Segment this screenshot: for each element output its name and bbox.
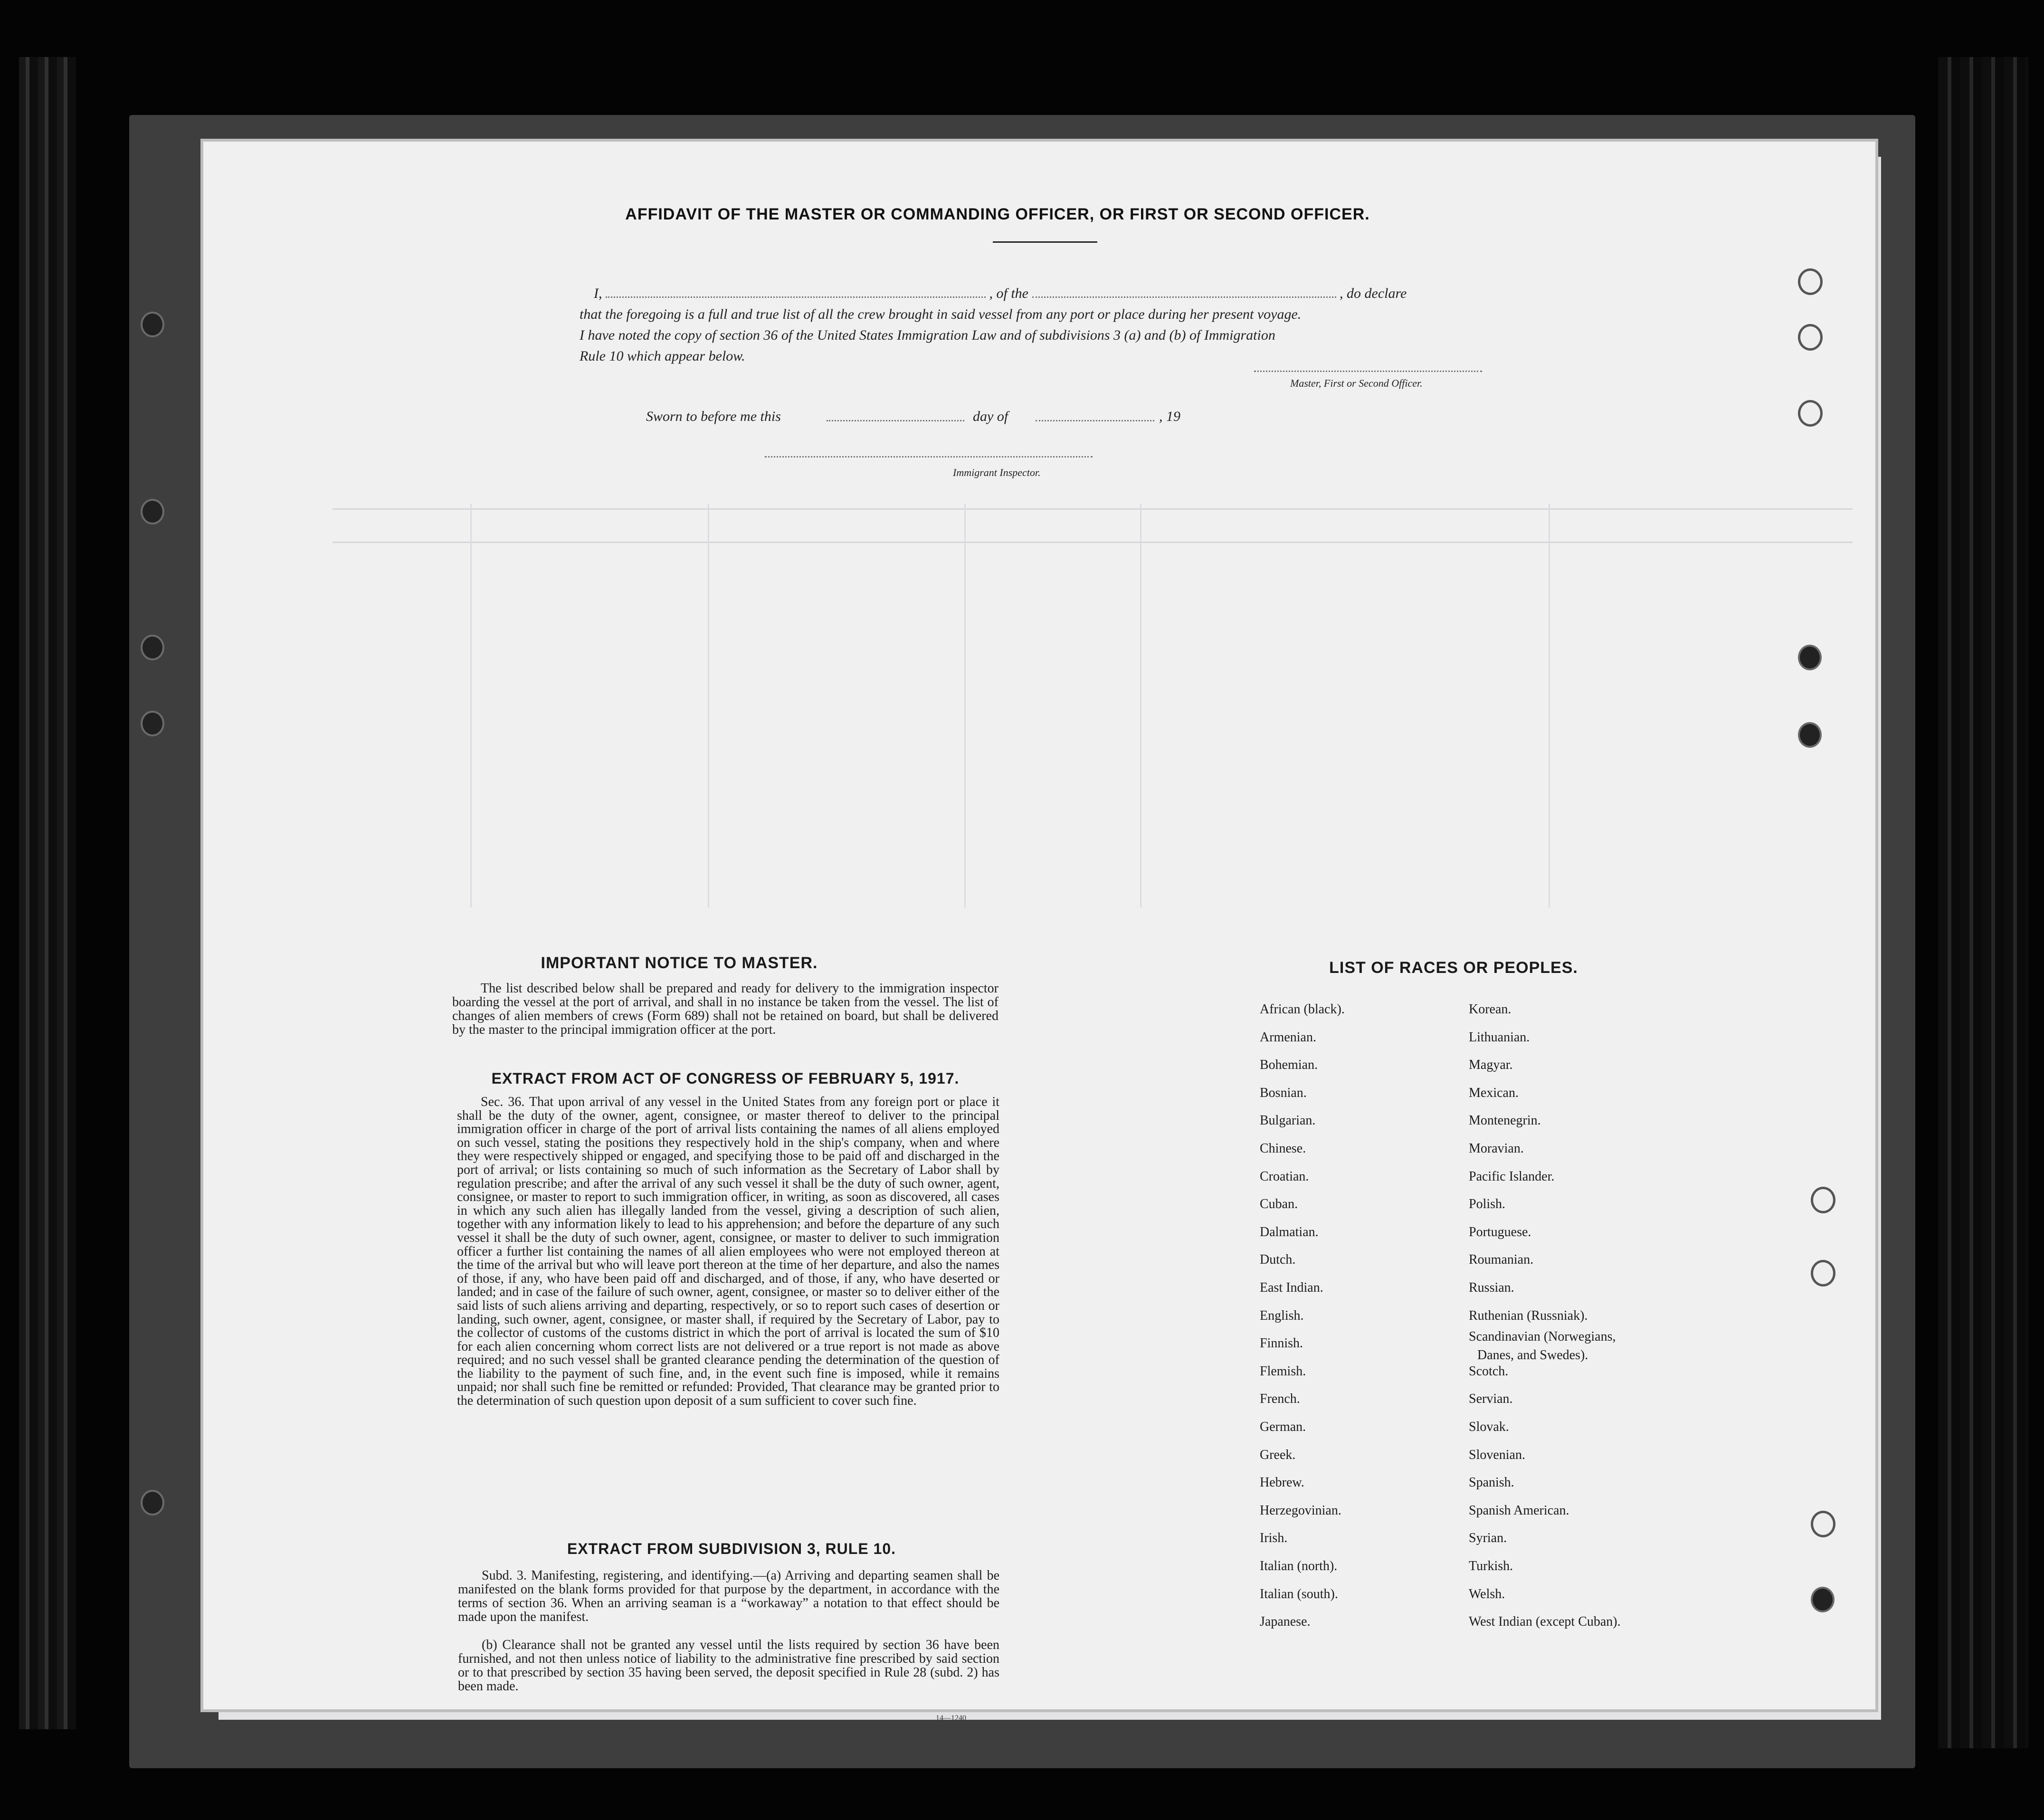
- races-title: LIST OF RACES OR PEOPLES.: [1329, 959, 1578, 977]
- race-item: Spanish.: [1469, 1475, 1514, 1490]
- sworn-text: Sworn to before me this: [646, 409, 781, 424]
- bleed-through-column: [1549, 504, 1550, 907]
- race-item: African (black).: [1260, 1002, 1345, 1017]
- binder-hole: [1798, 645, 1822, 670]
- race-item: Polish.: [1469, 1197, 1506, 1212]
- binder-hole: [141, 1490, 164, 1515]
- race-item: Irish.: [1260, 1531, 1288, 1546]
- inspector-caption: Immigrant Inspector.: [953, 467, 1041, 478]
- race-item: English.: [1260, 1308, 1304, 1323]
- binder-hole: [1798, 722, 1822, 748]
- race-item: Russian.: [1469, 1280, 1514, 1295]
- affidavit-line-1: [594, 283, 1477, 304]
- affidavit-do-declare: , do declare: [1340, 286, 1407, 301]
- race-item: Moravian.: [1469, 1141, 1524, 1156]
- race-item: Portuguese.: [1469, 1224, 1531, 1239]
- master-caption: Master, First or Second Officer.: [1290, 377, 1423, 389]
- bleed-through-column: [964, 504, 966, 907]
- extract-rule-title: EXTRACT FROM SUBDIVISION 3, RULE 10.: [567, 1540, 896, 1557]
- race-item: Servian.: [1469, 1391, 1513, 1407]
- race-item: Bosnian.: [1260, 1085, 1307, 1100]
- race-item: Finnish.: [1260, 1336, 1303, 1351]
- notice-title: IMPORTANT NOTICE TO MASTER.: [541, 954, 818, 972]
- race-item: Slovenian.: [1469, 1447, 1525, 1462]
- affidavit-title: AFFIDAVIT OF THE MASTER OR COMMANDING OFFICER, OR FIRST OR SECOND OFFICER.: [625, 205, 1370, 223]
- race-item-continued: Danes, and Swedes).: [1477, 1348, 1588, 1363]
- race-item: East Indian.: [1260, 1280, 1323, 1295]
- bleed-through-column: [470, 504, 472, 907]
- race-item: German.: [1260, 1420, 1306, 1434]
- race-item: Flemish.: [1260, 1363, 1306, 1379]
- race-item: Japanese.: [1260, 1614, 1311, 1629]
- title-underline: [993, 241, 1097, 243]
- sworn-year: , 19: [1159, 409, 1180, 424]
- binder-hole: [1811, 1260, 1835, 1286]
- bleed-through-line: [333, 542, 1853, 543]
- race-item: Scotch.: [1469, 1363, 1509, 1379]
- race-item: Dutch.: [1260, 1252, 1296, 1267]
- extract-act-title: EXTRACT FROM ACT OF CONGRESS OF FEBRUARY 5, 1917.: [491, 1070, 960, 1087]
- affidavit-line-4: Rule 10 which appear below.: [580, 348, 745, 364]
- race-item: West Indian (except Cuban).: [1469, 1614, 1621, 1629]
- race-item: Mexican.: [1469, 1085, 1519, 1100]
- race-item: Montenegrin.: [1469, 1113, 1541, 1128]
- race-item: Cuban.: [1260, 1197, 1298, 1212]
- form-code: 14—1240: [936, 1714, 966, 1722]
- race-item: Welsh.: [1469, 1586, 1505, 1601]
- affidavit-of-the: , of the: [989, 286, 1028, 301]
- scan-right-edge: [1938, 57, 2028, 1748]
- inspector-signature-line[interactable]: [765, 456, 1093, 457]
- binder-hole: [141, 635, 164, 660]
- race-item: Ruthenian (Russniak).: [1469, 1308, 1588, 1323]
- document-page: [203, 142, 1875, 1709]
- affidavit-body: [580, 283, 1477, 367]
- race-item: Croatian.: [1260, 1169, 1309, 1184]
- binder-hole: [1811, 1587, 1835, 1612]
- race-item: Magyar.: [1469, 1058, 1513, 1073]
- sworn-day-of: day of: [973, 409, 1008, 424]
- race-item: Spanish American.: [1469, 1503, 1569, 1518]
- race-item: Herzegovinian.: [1260, 1503, 1341, 1518]
- vessel-blank[interactable]: [1032, 287, 1336, 298]
- race-item: Korean.: [1469, 1002, 1512, 1017]
- binder-hole: [141, 499, 164, 524]
- bleed-through-line: [333, 508, 1853, 510]
- race-item: Roumanian.: [1469, 1252, 1534, 1267]
- race-item: Hebrew.: [1260, 1475, 1304, 1490]
- notice-text: The list described below shall be prepared and ready for delivery to the immigration inspector boarding the vessel at the port of arrival, and shall in no instance be taken from the vessel. The list of changes of alien members of crews (Form 689) shall not be retained on board, but shall be delivered by the master to the principal immigration officer at the port.: [452, 981, 998, 1037]
- binder-hole: [1798, 268, 1823, 295]
- binder-hole: [1798, 400, 1823, 427]
- binder-hole: [141, 312, 164, 337]
- extract-rule-text-a: Subd. 3. Manifesting, registering, and identifying.—(a) Arriving and departing seamen shall be manifested on the blank forms provided for that purpose by the department, in accordance with the terms of section 36. When an arriving seaman is a “workaway” a notation to that effect should be made upon the manifest.: [458, 1568, 999, 1624]
- race-item: Chinese.: [1260, 1141, 1306, 1156]
- binder-hole: [1811, 1511, 1835, 1537]
- extract-act-text: Sec. 36. That upon arrival of any vessel in the United States from any foreign port or place it shall be the duty of the owner, agent, consignee, or master thereof to deliver to the principal immigration officer in charge of the port of arrival lists containing the names of all aliens employed on such vessel, stating the positions they respectively hold in the ship's company, when and where they were respectively shipped or engaged, and specifying those to be paid off and discharged in the port of arrival; or lists containing so much of such information as the Secretary of Labor shall by regulation prescribe; and after the arrival of any such vessel it shall be the duty of such owner, agent, consignee, or master to report to such immigration officer, in writing, as soon as discovered, all cases in which any such alien has illegally landed from the vessel, giving a description of such alien, together with any information likely to lead to his apprehension; and before the departure of any such vessel it shall be the duty of such owner, agent, consignee, or master to deliver to such immigration officer a further list containing the names of all alien employees who were not employed thereon at the time of the arrival but who will leave port thereon at the time of her departure, and also the names of those, if any, who have been paid off and discharged, and of those, if any, who have deserted or landed; and in case of the failure of such owner, agent, consignee, or master so to deliver either of the said lists of such aliens arriving and departing, respectively, or so to report such cases of desertion or landing, such owner, agent, consignee, or master shall, if required by the Secretary of Labor, pay to the collector of customs of the customs district in which the port of arrival is located the sum of $10 for each alien concerning whom correct lists are not delivered or a true report is not made as above required; and no such vessel shall be granted clearance pending the determination of the question of the liability to the payment of such fine, and, in the event such fine is imposed, while it remains unpaid; nor shall such fine be remitted or refunded: Provided, That clearance may be granted prior to the determination of such question upon deposit of a sum sufficient to cover such fine.: [457, 1095, 999, 1409]
- bleed-through-column: [1140, 504, 1141, 907]
- name-blank[interactable]: [606, 287, 986, 298]
- race-item: Italian (north).: [1260, 1559, 1338, 1573]
- race-item: Syrian.: [1469, 1531, 1507, 1546]
- race-item: Pacific Islander.: [1469, 1169, 1555, 1184]
- race-item: Bulgarian.: [1260, 1113, 1316, 1128]
- binder-hole: [1811, 1187, 1835, 1213]
- race-item: Lithuanian.: [1469, 1029, 1530, 1045]
- extract-rule-text-b: (b) Clearance shall not be granted any vessel until the lists required by section 36 have been furnished, and not then unless notice of liability to the administrative fine prescribed by said section or to that prescribed by section 35 having been served, the deposit specified in Rule 28 (subd. 2) has been made.: [458, 1638, 999, 1694]
- binder-hole: [1798, 324, 1823, 351]
- affidavit-i: I,: [594, 286, 602, 301]
- scan-left-edge: [19, 57, 76, 1729]
- master-signature-line[interactable]: [1254, 371, 1482, 372]
- race-item: Slovak.: [1469, 1420, 1509, 1434]
- binder-hole: [141, 711, 164, 736]
- race-item: Turkish.: [1469, 1559, 1513, 1573]
- affidavit-line-2: that the foregoing is a full and true list of all the crew brought in said vessel from any port or place during her present voyage.: [580, 306, 1302, 322]
- race-item: Armenian.: [1260, 1029, 1316, 1045]
- race-item: Dalmatian.: [1260, 1224, 1319, 1239]
- sworn-day-blank[interactable]: [827, 420, 964, 421]
- bleed-through-column: [708, 504, 709, 907]
- race-item: Greek.: [1260, 1447, 1296, 1462]
- race-item: French.: [1260, 1391, 1300, 1407]
- affidavit-line-3: I have noted the copy of section 36 of the United States Immigration Law and of subdivisions 3 (a) and (b) of Immigration: [580, 327, 1275, 343]
- race-item: Italian (south).: [1260, 1586, 1338, 1601]
- race-item: Bohemian.: [1260, 1058, 1318, 1073]
- race-item: Scandinavian (Norwegians,: [1469, 1329, 1616, 1344]
- sworn-month-blank[interactable]: [1036, 420, 1154, 421]
